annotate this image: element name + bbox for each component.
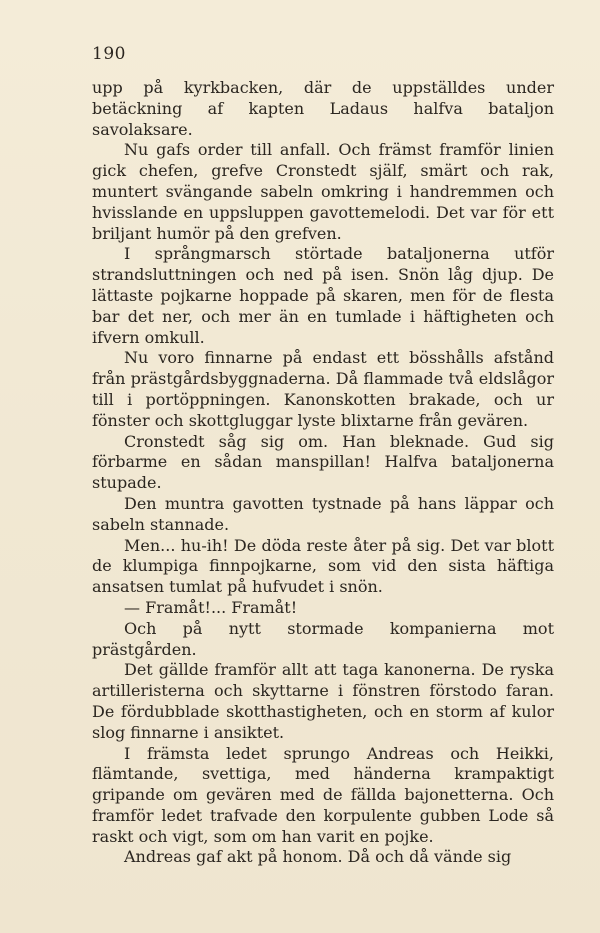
paragraph: Det gällde framför allt att taga kanonerna. De ryska artilleristerna och skyttarne i fönstren förstodo faran. De fördubblade skotthastigheten, och en storm af kulor slog finnarne i ansiktet.: [92, 660, 554, 742]
paragraph: — Framåt!... Framåt!: [124, 597, 298, 617]
body-text: [92, 78, 554, 868]
paragraph: Cronstedt såg sig om. Han bleknade. Gud sig förbarme en sådan manspillan! Halfva bataljonerna stupade.: [92, 431, 554, 493]
paragraph: Den muntra gavotten tystnade på hans läppar och sabeln stannade.: [92, 493, 554, 534]
paragraph: upp på kyrkbacken, där de uppställdes under betäckning af kapten Ladaus halfva bataljon savolaksare.: [92, 78, 554, 139]
paragraph: Och på nytt stormade kompanierna mot prästgården.: [92, 618, 554, 659]
paragraph: I språngmarsch störtade bataljonerna utför strandsluttningen och ned på isen. Snön låg djup. De lättaste pojkarne hoppade på skaren, men för de flesta bar det ner, och mer än en tumlade i häftigheten och ifvern omkull.: [92, 244, 554, 347]
paragraph: Men... hu-ih! De döda reste åter på sig. Det var blott de klumpiga finnpojkarne, som vid den sista häftiga ansatsen tumlat på hufvudet i snön.: [92, 535, 554, 597]
page-number: 190: [92, 44, 126, 64]
paragraph: Nu voro finnarne på endast ett bösshålls afstånd från prästgårdsbyggnaderna. Då flammade två eldslågor till i portöppningen. Kanonskotten brakade, och ur fönster och skottgluggar lyste blixtarne från gevären.: [92, 348, 554, 430]
paragraph: I främsta ledet sprungo Andreas och Heikki, flämtande, svettiga, med händerna krampaktigt gripande om gevären med de fällda bajonetterna. Och framför ledet trafvade den korpulente gubben Lode så raskt och vigt, som om han varit en pojke.: [92, 743, 554, 846]
paragraph: Andreas gaf akt på honom. Då och då vände sig: [124, 847, 512, 867]
paragraph: Nu gafs order till anfall. Och främst framför linien gick chefen, grefve Cronstedt själf, smärt och rak, muntert svängande sabeln omkring i handremmen och hvisslande en uppsluppen gavottemelodi. Det var för ett briljant humör på den grefven.: [92, 140, 554, 243]
